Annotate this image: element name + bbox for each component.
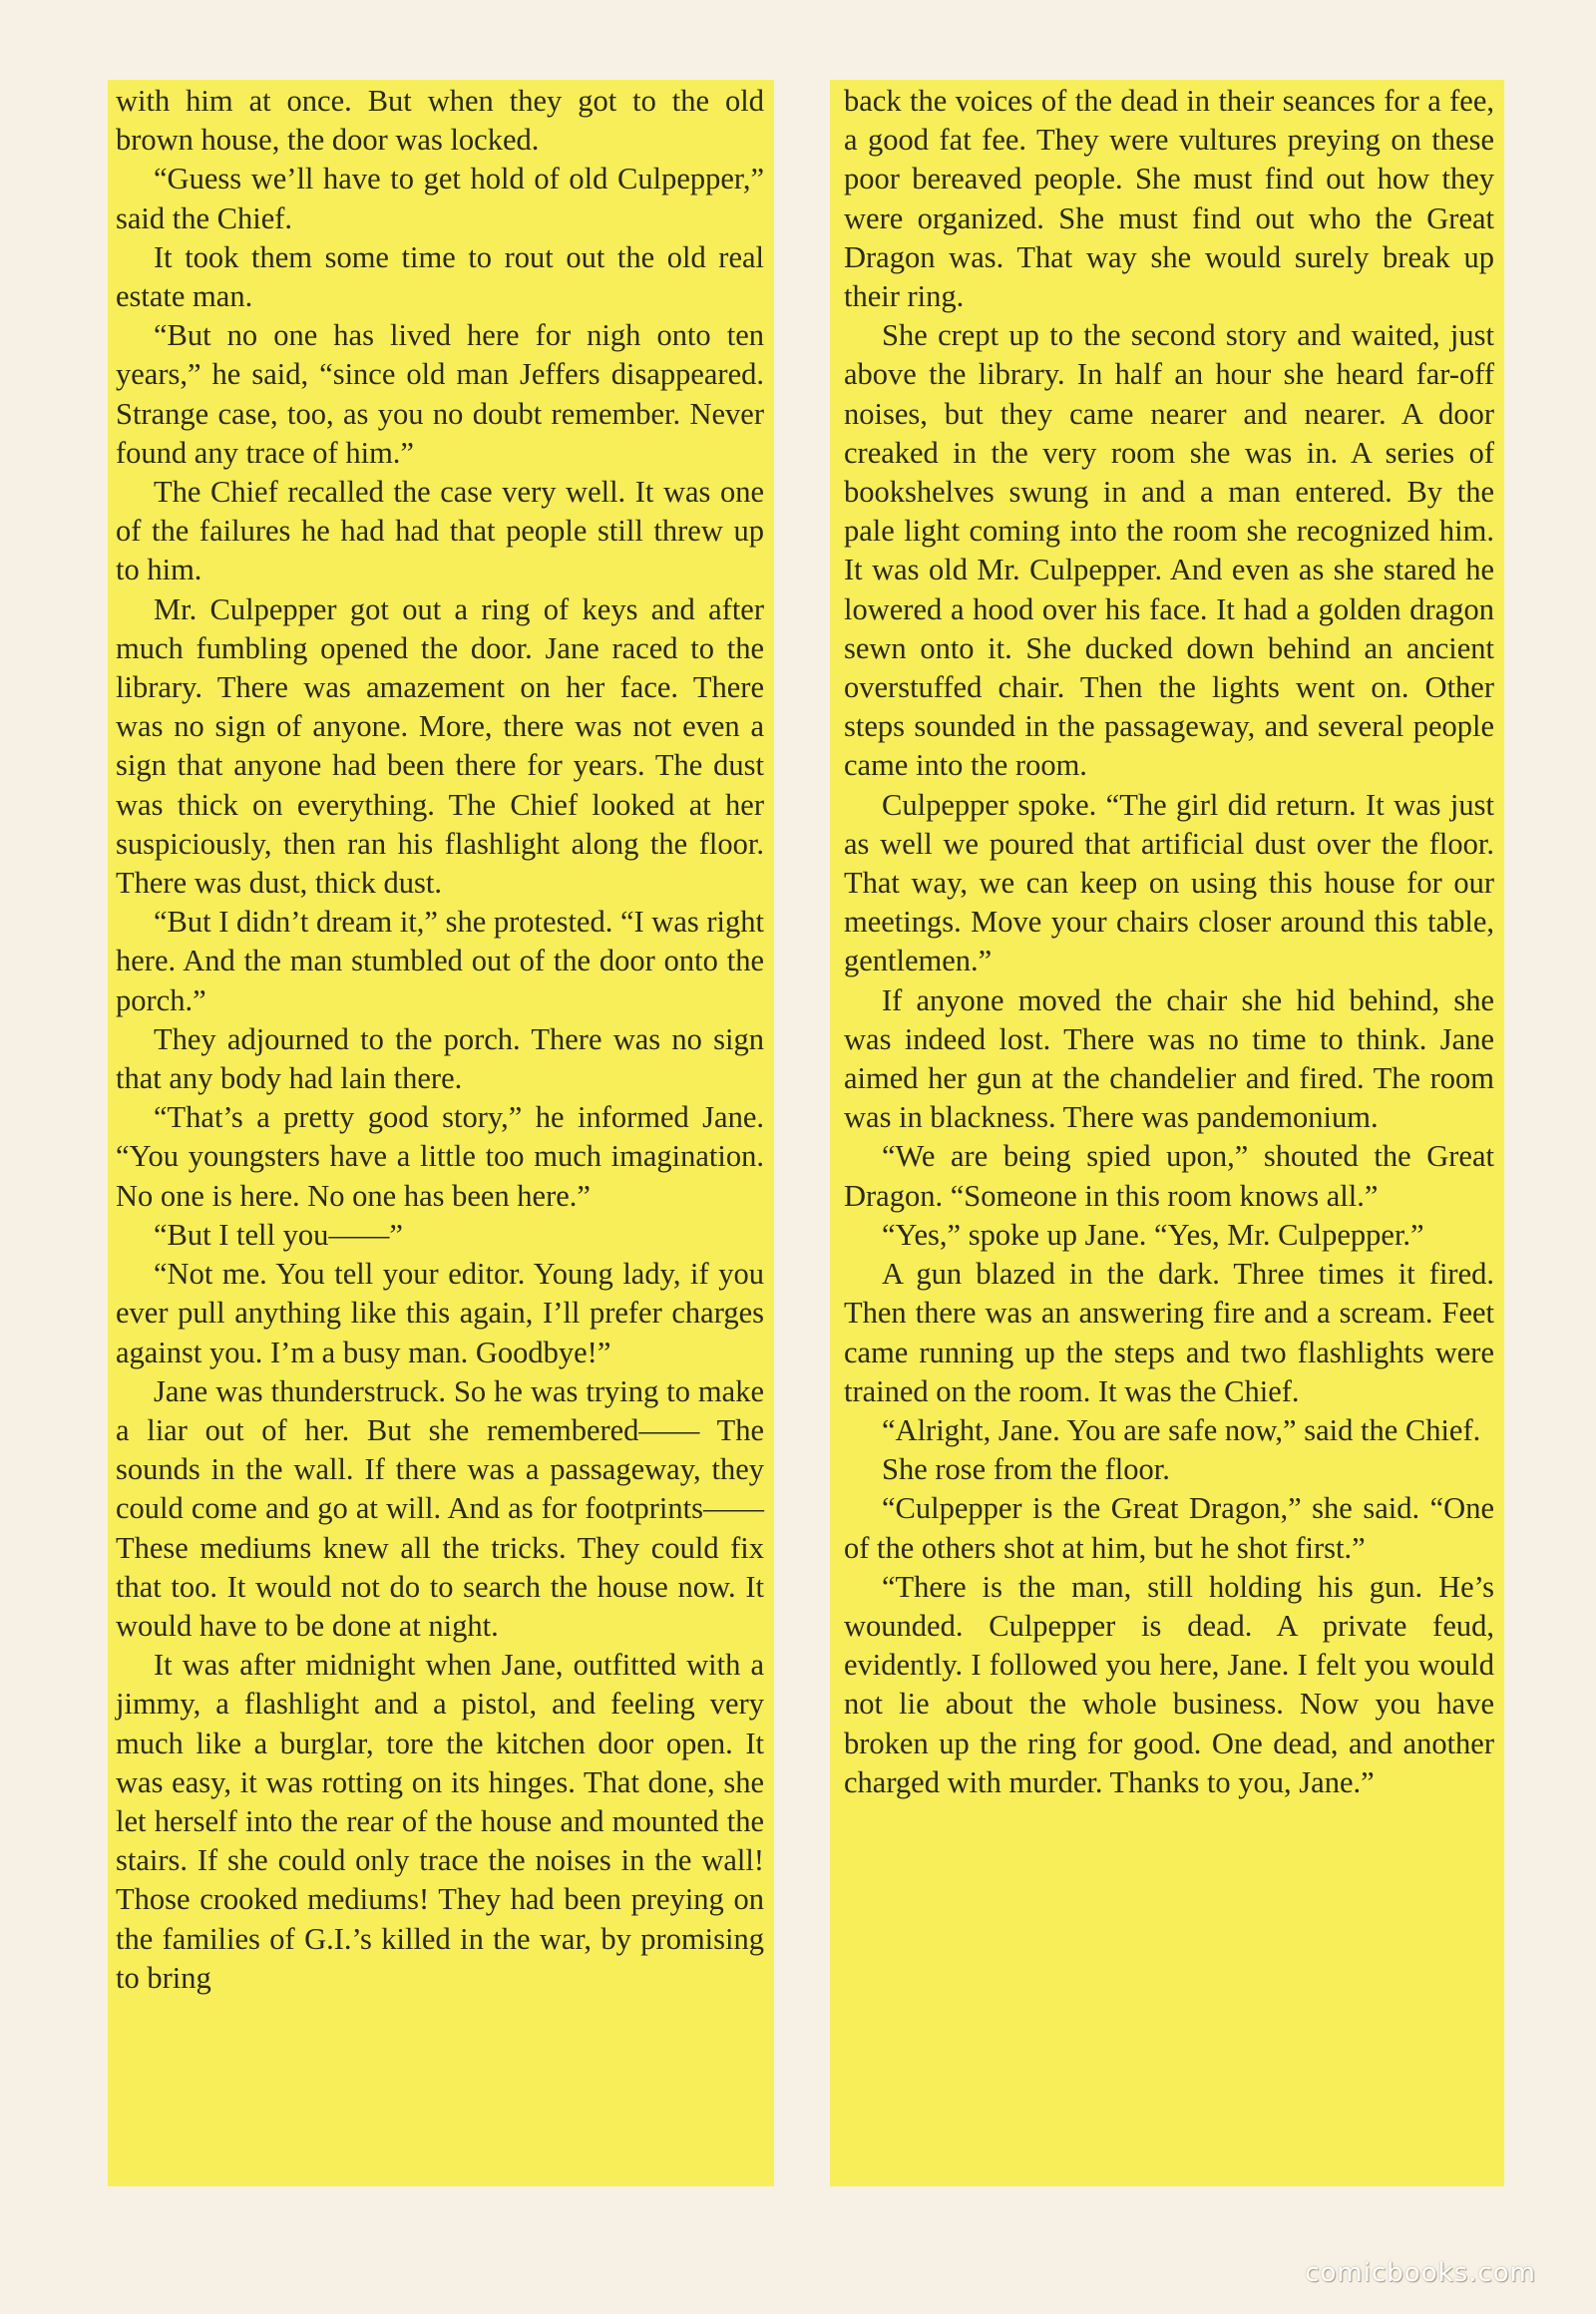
site-watermark: comicbooks.com — [1305, 2258, 1536, 2288]
paragraph: Mr. Culpepper got out a ring of keys and after much fumbling opened the door. Jane raced to the library. There was amazement on her face. There was no sign of anyone. More, there was not even a sign that anyone had been there for years. The dust was thick on everything. The Chief looked at her suspiciously, then ran his flashlight along the floor. There was dust, thick dust. — [116, 591, 764, 901]
paragraph: She crept up to the second story and waited, just above the library. In half an hour she heard far-off noises, but they came nearer and nearer. A door creaked in the very room she was in. A series of bookshelves swung in and a man entered. By the pale light coming into the room she recognized him. It was old Mr. Culpepper. And even as she stared he lowered a hood over his face. It had a golden dragon sewn onto it. She ducked down behind an ancient overstuffed chair. Then the lights went on. Other steps sounded in the passageway, and several people came into the room. — [844, 318, 1494, 783]
paragraph: “But no one has lived here for nigh onto ten years,” he said, “since old man Jeffers disappeared. Strange case, too, as you no doubt remember. Never found any trace of him.” — [116, 318, 764, 470]
paragraph: “Yes,” spoke up Jane. “Yes, Mr. Culpepper.” — [882, 1217, 1424, 1252]
paragraph: “Not me. You tell your editor. Young lady, if you ever pull anything like this again, I’ll prefer charges against you. I’m a busy man. Goodbye!” — [116, 1257, 764, 1369]
paragraph: “But I tell you——” — [154, 1217, 403, 1252]
paragraph: It was after midnight when Jane, outfitted with a jimmy, a flashlight and a pistol, and feeling very much like a burglar, tore the kitchen door open. It was easy, it was rotting on its hinges. That done, she let herself into the rear of the house and mounted the stairs. If she could only trace the noises in the wall! Those crooked mediums! They had been preying on the families of G.I.’s killed in the war, by promising to bring — [116, 1648, 764, 1995]
paragraph: It took them some time to rout out the old real estate man. — [116, 239, 764, 314]
paragraph: If anyone moved the chair she hid behind, she was indeed lost. There was no time to think. Jane aimed her gun at the chandelier and fired. The room was in blackness. There was pandemonium. — [844, 982, 1494, 1135]
paragraph: “We are being spied upon,” shouted the Great Dragon. “Someone in this room knows all.” — [844, 1139, 1494, 1213]
paragraph: “Guess we’ll have to get hold of old Culpepper,” said the Chief. — [116, 162, 764, 235]
paragraph: Culpepper spoke. “The girl did return. It was just as well we poured that artificial dust over the floor. That way, we can keep on using this house for our meetings. Move your chairs closer around this table, gentlemen.” — [844, 787, 1494, 978]
left-text-column — [108, 80, 774, 2186]
paragraph: “That’s a pretty good story,” he informed Jane. “You youngsters have a little too much imagination. No one is here. No one has been here.” — [116, 1100, 764, 1213]
paragraph: “There is the man, still holding his gun. He’s wounded. Culpepper is dead. A private feud, evidently. I followed you here, Jane. I felt you would not lie about the whole business. Now you have broken up the ring for good. One dead, and another charged with murder. Thanks to you, Jane.” — [844, 1569, 1494, 1799]
right-text-column — [830, 80, 1504, 2186]
paragraph: A gun blazed in the dark. Three times it fired. Then there was an answering fire and a scream. Feet came running up the steps and two flashlights were trained on the room. It was the Chief. — [844, 1257, 1494, 1408]
paragraph: back the voices of the dead in their seances for a fee, a good fat fee. They were vultures preying on these poor bereaved people. She must find out how they were organized. She must find out who the Great Dragon was. That way she would surely break up their ring. — [844, 84, 1494, 314]
paragraph: “Alright, Jane. You are safe now,” said the Chief. — [882, 1412, 1481, 1447]
paragraph: “Culpepper is the Great Dragon,” she said. “One of the others shot at him, but he shot first.” — [844, 1491, 1494, 1565]
paragraph: with him at once. But when they got to the old brown house, the door was locked. — [116, 84, 764, 158]
paragraph: Jane was thunderstruck. So he was trying to make a liar out of her. But she remembered—— The sounds in the wall. If there was a passageway, they could come and go at will. And as for footprints—— These mediums knew all the tricks. They could fix that too. It would not do to search the house now. It would have to be done at night. — [116, 1373, 764, 1643]
paragraph: She rose from the floor. — [882, 1452, 1170, 1487]
paragraph: The Chief recalled the case very well. It was one of the failures he had had that people still threw up to him. — [116, 475, 764, 587]
paragraph: They adjourned to the porch. There was no sign that any body had lain there. — [116, 1021, 764, 1096]
paragraph: “But I didn’t dream it,” she protested. “I was right here. And the man stumbled out of the door onto the porch.” — [116, 905, 764, 1017]
